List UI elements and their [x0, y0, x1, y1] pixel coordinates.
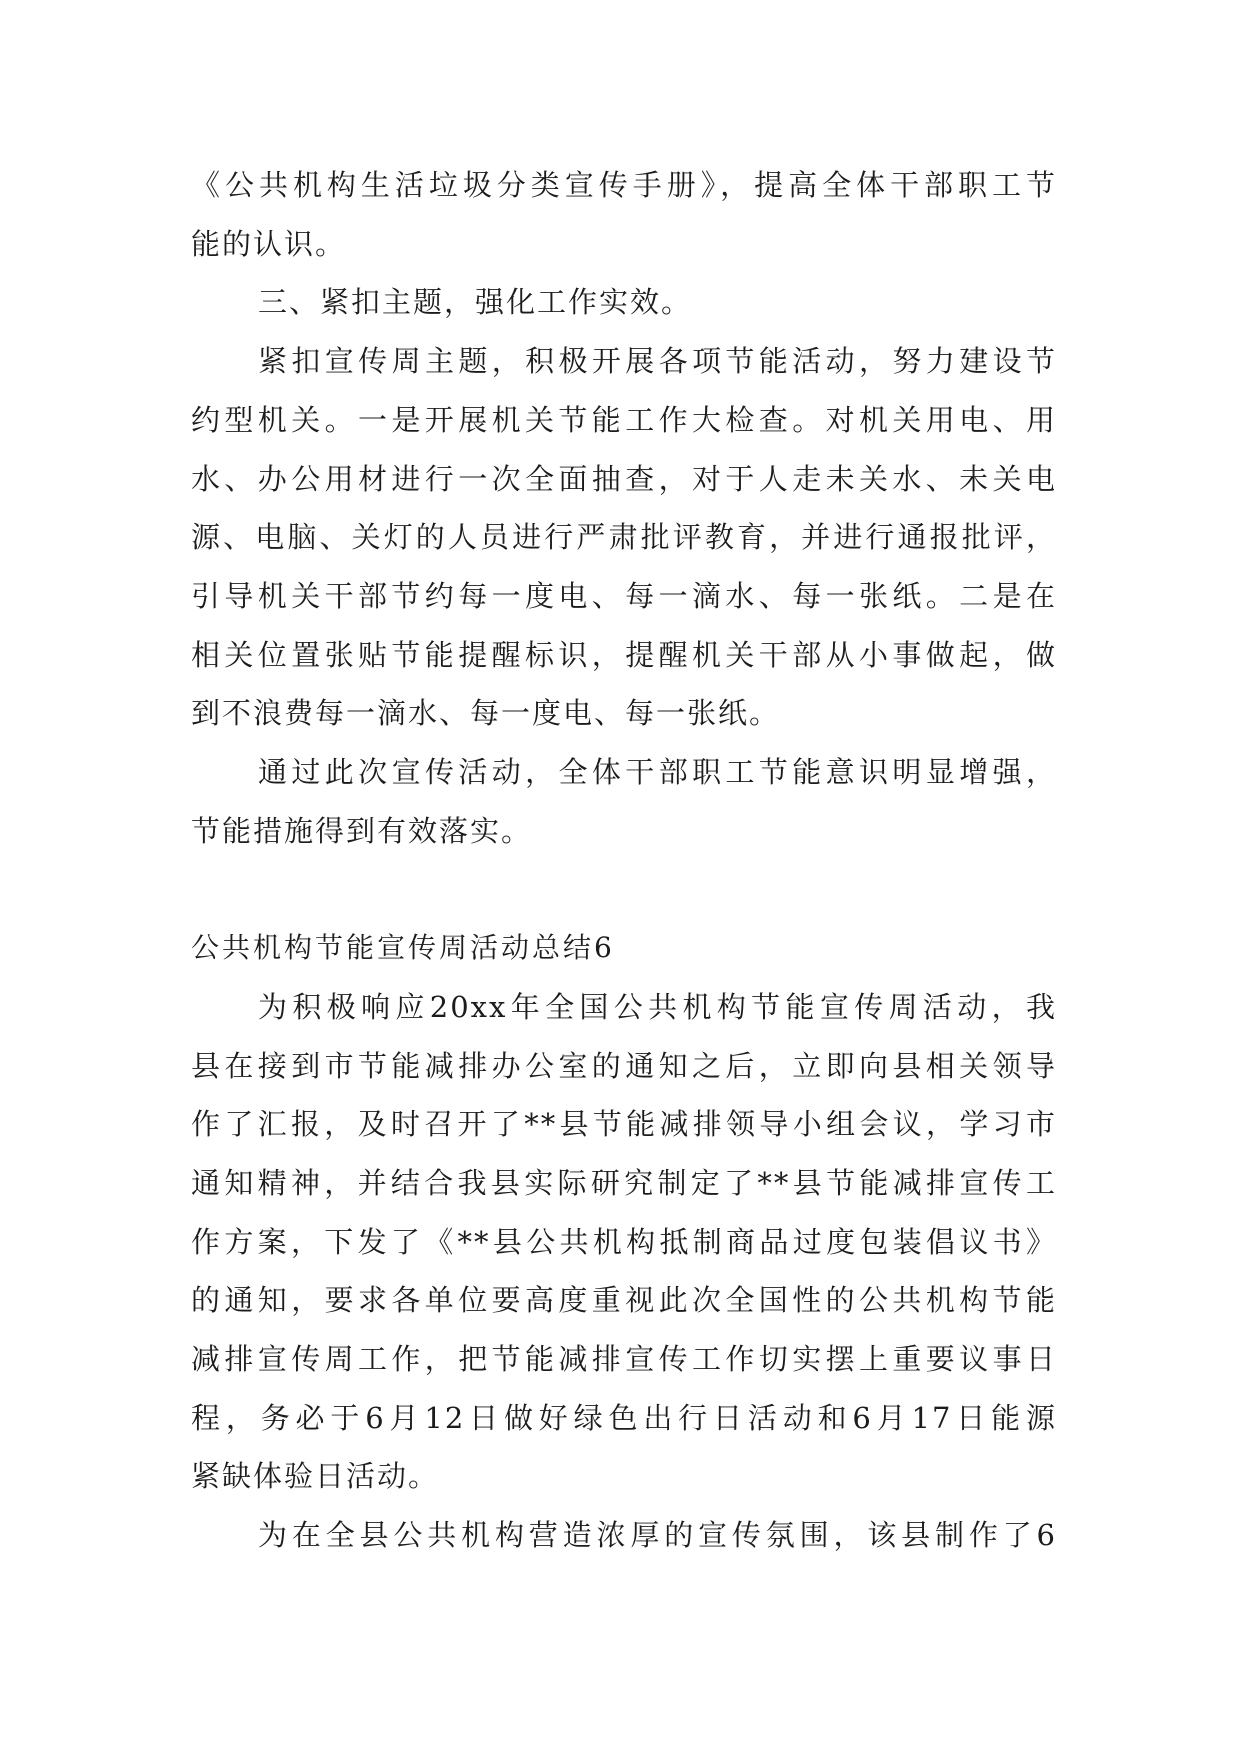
text-line: 引导机关干部节约每一度电、每一滴水、每一张纸。二是在	[191, 579, 1057, 613]
text-line: 的通知，要求各单位要高度重视此次全国性的公共机构节能	[191, 1283, 1057, 1317]
text-line: 节能措施得到有效落实。	[191, 814, 533, 848]
text-line: 源、电脑、关灯的人员进行严肃批评教育，并进行通报批评，	[191, 520, 1057, 554]
text-line: 水、办公用材进行一次全面抽查，对于人走未关水、未关电	[191, 462, 1057, 496]
text-line: 作了汇报，及时召开了**县节能减排领导小组会议，学习市	[191, 1107, 1057, 1141]
text-line: 通过此次宣传活动，全体干部职工节能意识明显增强，	[258, 755, 1057, 789]
text-line: 为积极响应20xx年全国公共机构节能宣传周活动，我	[258, 990, 1057, 1024]
text-line: 为在全县公共机构营造浓厚的宣传氛围，该县制作了6	[258, 1518, 1057, 1552]
text-line: 紧扣宣传周主题，积极开展各项节能活动，努力建设节	[258, 344, 1057, 378]
text-line: 紧缺体验日活动。	[191, 1459, 440, 1493]
text-line: 减排宣传周工作，把节能减排宣传工作切实摆上重要议事日	[191, 1342, 1057, 1376]
text-line: 通知精神，并结合我县实际研究制定了**县节能减排宣传工	[191, 1166, 1057, 1200]
text-line: 县在接到市节能减排办公室的通知之后，立即向县相关领导	[191, 1049, 1057, 1083]
text-line: 约型机关。一是开展机关节能工作大检查。对机关用电、用	[191, 403, 1057, 437]
text-line: 三、紧扣主题，强化工作实效。	[258, 285, 693, 319]
text-line: 相关位置张贴节能提醒标识，提醒机关干部从小事做起，做	[191, 638, 1057, 672]
text-line: 能的认识。	[191, 227, 347, 261]
text-line: 到不浪费每一滴水、每一度电、每一张纸。	[191, 696, 781, 730]
section-heading: 公共机构节能宣传周活动总结6	[191, 931, 615, 964]
text-line: 程，务必于6月12日做好绿色出行日活动和6月17日能源	[191, 1401, 1057, 1435]
text-line: 《公共机构生活垃圾分类宣传手册》，提高全体干部职工节	[191, 168, 1057, 202]
text-line: 作方案，下发了《**县公共机构抵制商品过度包装倡议书》	[191, 1225, 1057, 1259]
